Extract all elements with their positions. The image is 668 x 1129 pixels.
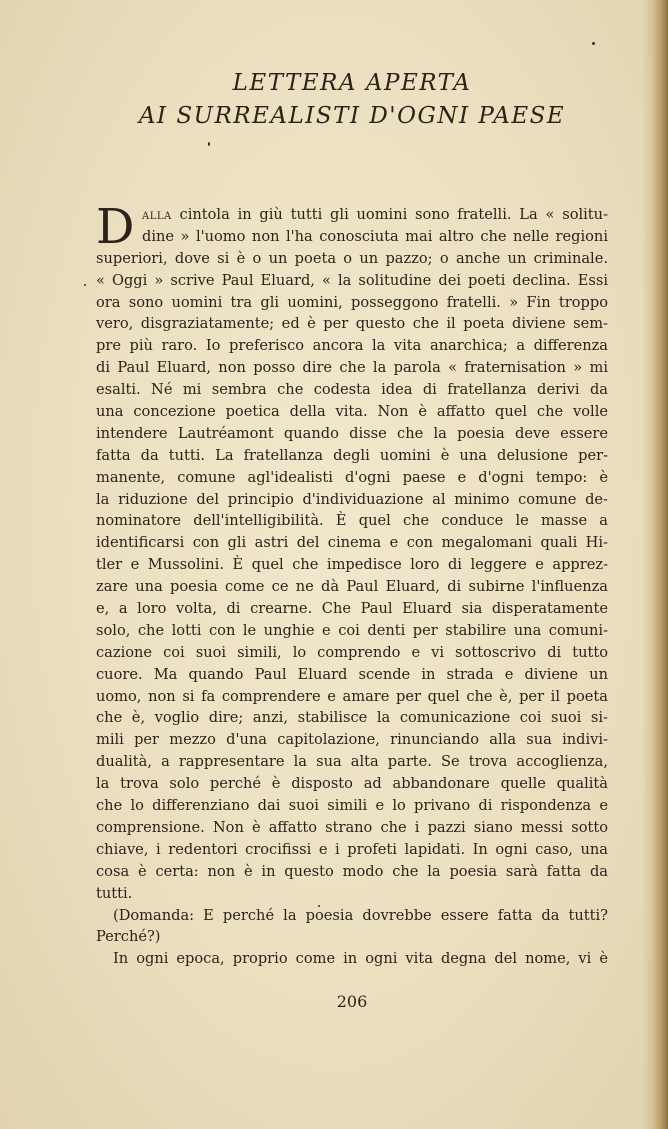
text-line: Perché?) — [96, 928, 161, 946]
page-edge-shadow — [642, 0, 668, 1129]
text-line: nominatore dell'intelligibilità. È quel che conduce le masse a — [96, 512, 608, 530]
text-line: superiori, dove si è o un poeta o un pazzo; o anche un criminale. — [96, 249, 608, 267]
text-line: vero, disgraziatamente; ed è per questo che il poeta diviene sem- — [96, 315, 608, 333]
title-line-2: AI SURREALISTI D'OGNI PAESE — [138, 103, 566, 129]
text-line: ora sono uomini tra gli uomini, posseggono fratelli. » Fin troppo — [96, 293, 608, 311]
paper-speck — [84, 284, 86, 286]
text-line: manente, comune agl'idealisti d'ogni paese e d'ogni tempo: è — [96, 468, 608, 486]
text-line: che lo differenziano dai suoi simili e lo privano di rispondenza e — [96, 797, 608, 815]
body-text — [96, 199, 609, 970]
text-line: mili per mezzo d'una capitolazione, rinunciando alla sua indivi- — [96, 731, 608, 749]
text-line: la trova solo perché è disposto ad abbandonare quelle qualità — [96, 775, 608, 793]
page-number: 206 — [336, 992, 368, 1011]
text-line: (Domanda: E perché la poesia dovrebbe essere fatta da tutti? — [113, 906, 608, 924]
first-word-small-caps: alla — [142, 206, 172, 223]
text-line: comprensione. Non è affatto strano che i pazzi siano messi sotto — [96, 818, 608, 836]
text-line: In ogni epoca, proprio come in ogni vita degna del nome, vi è — [113, 950, 608, 968]
text-line: « Oggi » scrive Paul Eluard, « la solitudine dei poeti declina. Essi — [96, 271, 608, 289]
text-line: tler e Mussolini. È quel che impedisce loro di leggere e apprez- — [96, 556, 608, 574]
text-line: zare una poesia come ce ne dà Paul Eluard, di subirne l'influenza — [96, 578, 608, 596]
text-line: identificarsi con gli astri del cinema e con megalomani quali Hi- — [96, 534, 608, 552]
text-line: cazione coi suoi simili, lo comprendo e vi sottoscrivo di tutto — [96, 643, 608, 661]
title-line-1: LETTERA APERTA — [232, 70, 472, 96]
text-line: una concezione poetica della vita. Non è affatto quel che volle — [96, 403, 608, 421]
text-line: solo, che lotti con le unghie e coi denti per stabilire una comuni- — [96, 621, 608, 639]
text-line: di Paul Eluard, non posso dire che la parola « fraternisation » mi — [96, 359, 608, 377]
text-line — [96, 204, 608, 226]
drop-cap: D — [96, 199, 135, 255]
text-line: tutti. — [96, 884, 133, 902]
text-line: uomo, non si fa comprendere e amare per quel che è, per il poeta — [96, 687, 608, 705]
text-line: dualità, a rappresentare la sua alta parte. Se trova accoglienza, — [96, 753, 608, 771]
text-line: pre più raro. Io preferisco ancora la vita anarchica; a differenza — [96, 337, 608, 355]
paper-speck — [592, 42, 595, 45]
text-line: che è, voglio dire; anzi, stabilisce la comunicazione coi suoi si- — [96, 709, 608, 727]
text-line-content: cintola in giù tutti gli uomini sono fratelli. La « solitu- — [179, 206, 609, 223]
paper-speck — [208, 142, 210, 146]
text-line: dine » l'uomo non l'ha conosciuta mai altro che nelle regioni — [142, 227, 608, 245]
text-line: cosa è certa: non è in questo modo che la poesia sarà fatta da — [96, 862, 608, 880]
text-line: la riduzione del principio d'individuazione al minimo comune de- — [96, 490, 608, 508]
text-line: esalti. Né mi sembra che codesta idea di fratellanza derivi da — [96, 381, 608, 399]
text-line: cuore. Ma quando Paul Eluard scende in strada e diviene un — [96, 665, 608, 683]
text-line: intendere Lautréamont quando disse che la poesia deve essere — [96, 424, 608, 442]
paper-speck — [318, 905, 320, 907]
text-line: fatta da tutti. La fratellanza degli uomini è una delusione per- — [96, 446, 608, 464]
text-line: chiave, i redentori crocifissi e i profeti lapidati. In ogni caso, una — [96, 840, 608, 858]
text-line: e, a loro volta, di crearne. Che Paul Eluard sia disperatamente — [96, 600, 608, 618]
